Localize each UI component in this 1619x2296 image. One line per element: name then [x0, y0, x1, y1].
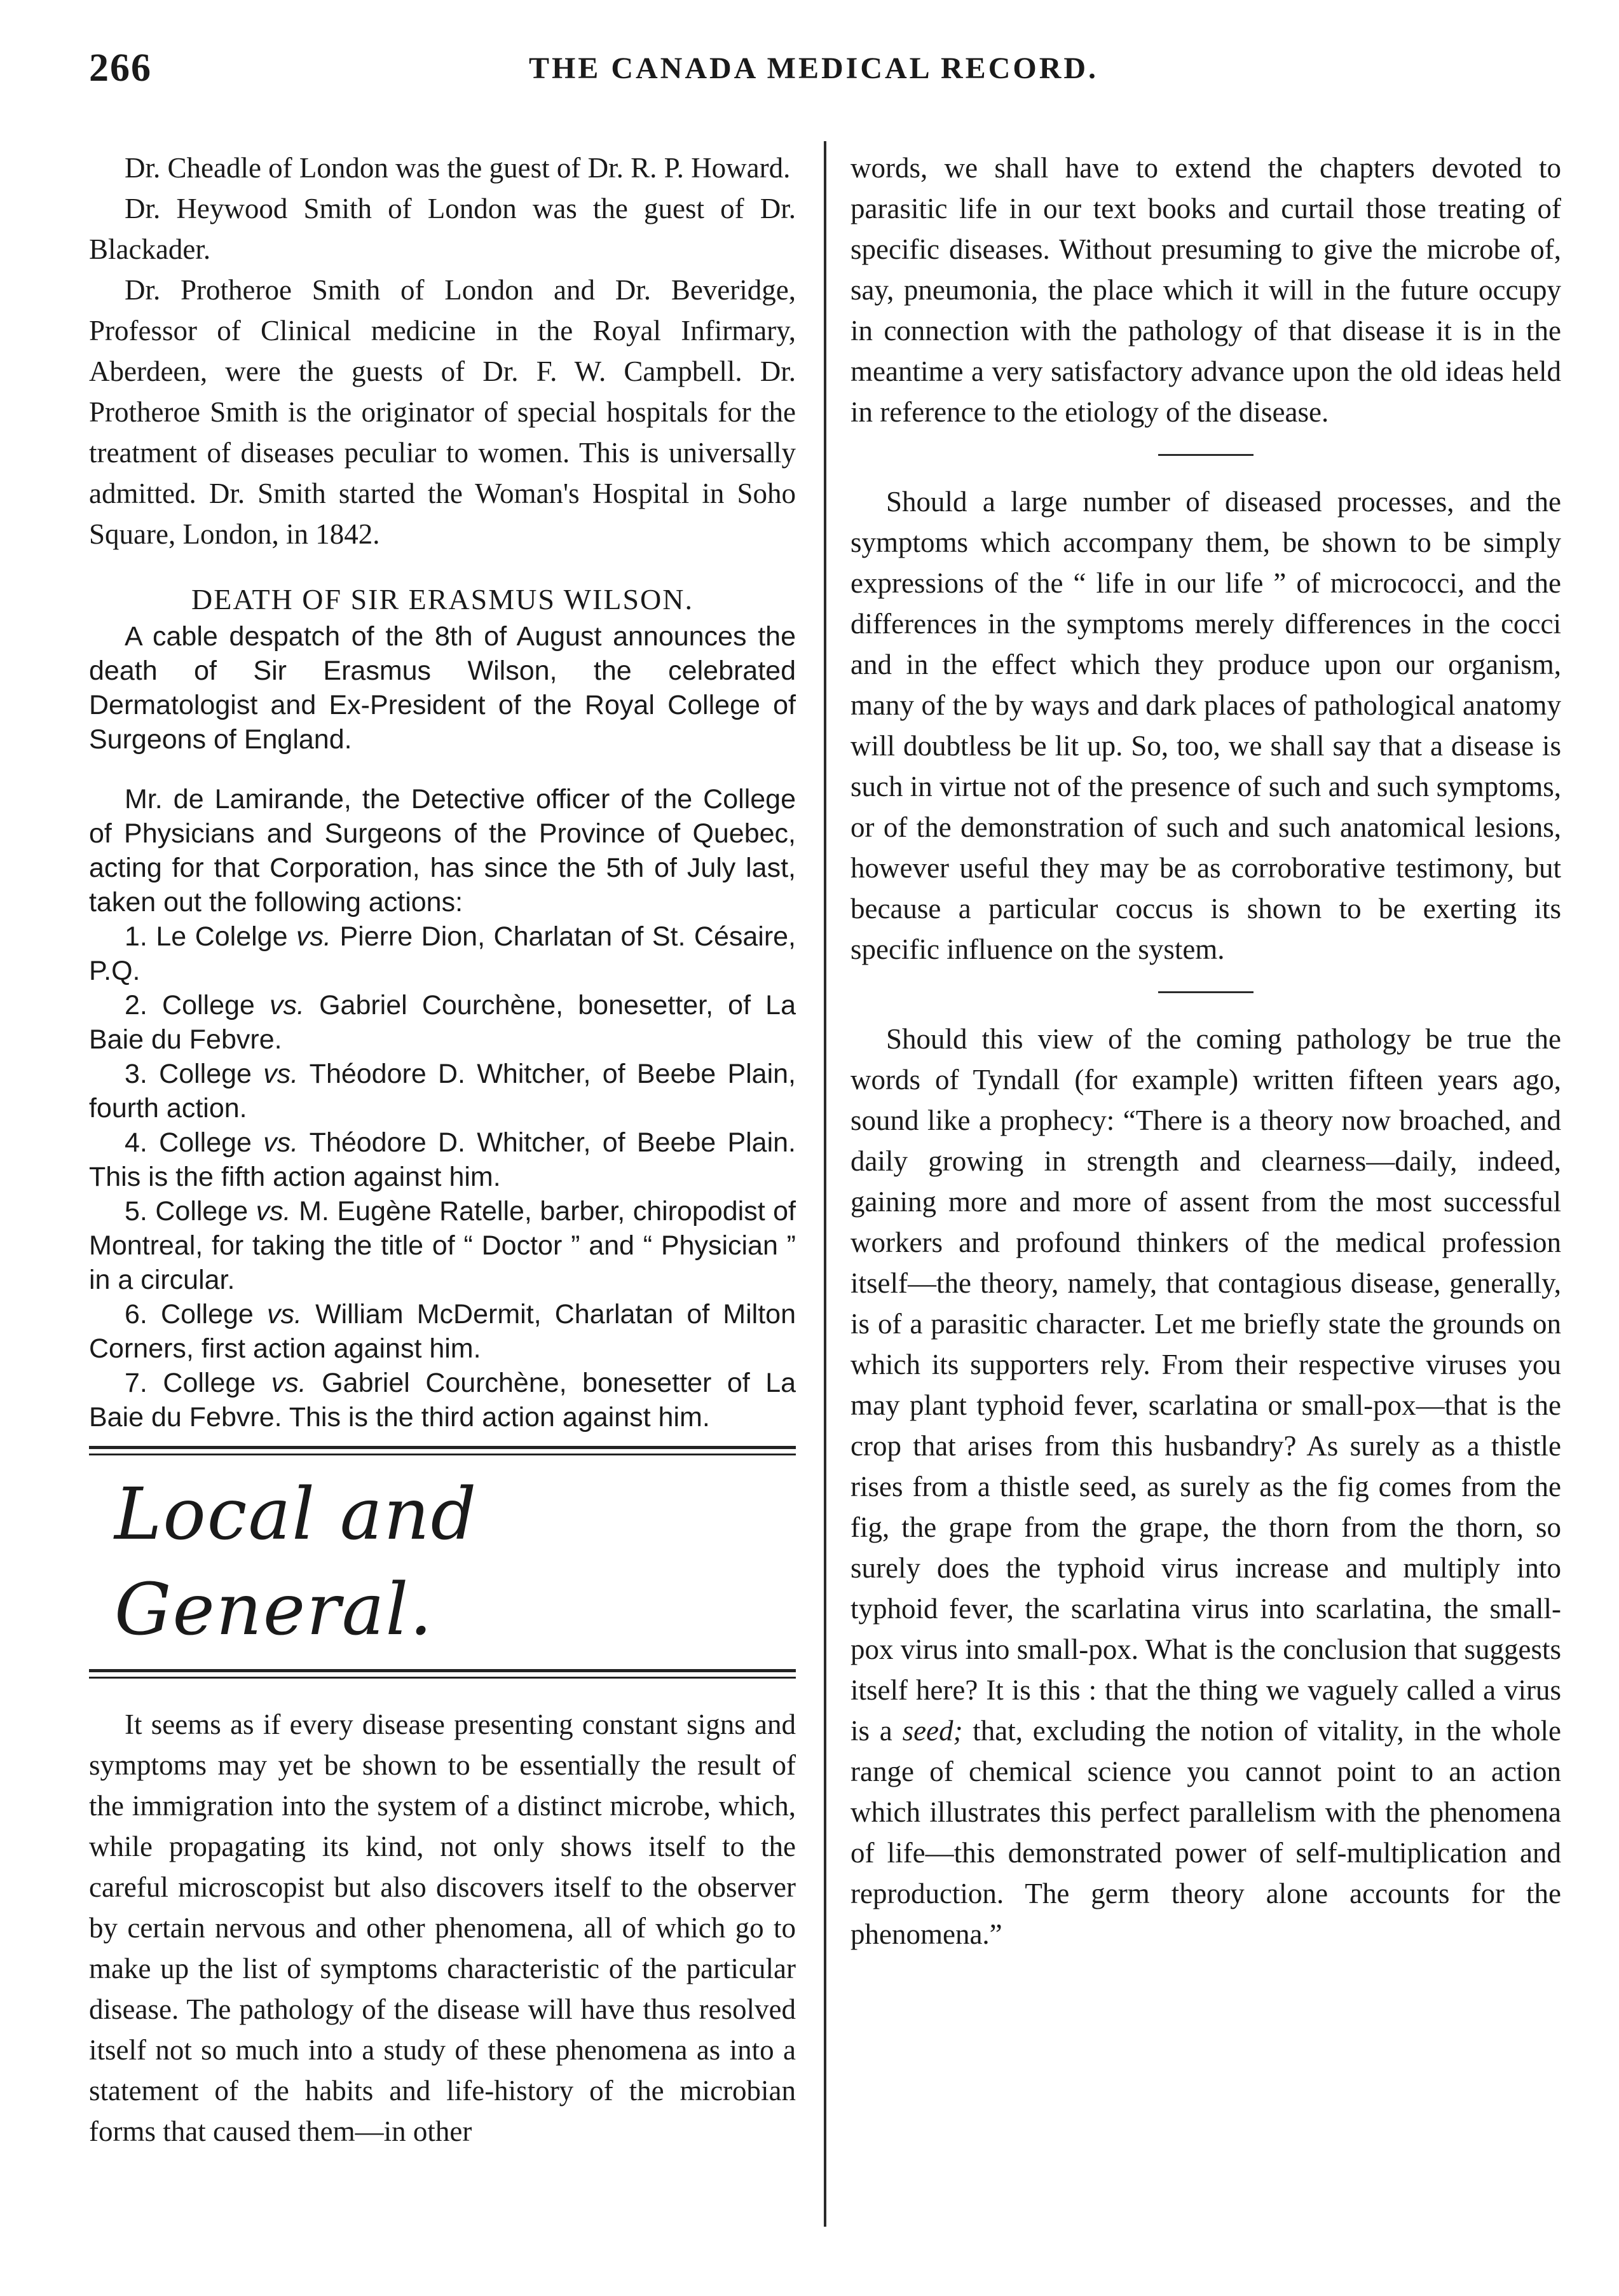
spacer: [89, 1434, 796, 1446]
running-title: THE CANADA MEDICAL RECORD.: [528, 52, 1099, 85]
actions-intro: Mr. de Lamirande, the Detective officer of the College of Physicians and Surgeons of the Province of Quebec, acting for that Corporation, has since the 5th of July last, taken out the following actions:: [89, 784, 796, 918]
action-plaintiff: College: [155, 1196, 249, 1227]
continued-paragraph: words, we shall have to extend the chapters devoted to parasitic life in our text books and curtail those treating of specific diseases. Without presuming to give the microbe of, say, pneumonia, the place which it will in the future occupy in connection with the pathology of that disease it is in the meantime a very satisfactory advance upon the old ideas held in reference to the etiology of the disease.: [850, 152, 1561, 428]
action-item: [89, 1194, 796, 1297]
action-defendant: Gabriel Courchène, bonesetter, of La Baie du Febvre.: [89, 990, 796, 1055]
action-vs: vs.: [263, 1059, 299, 1089]
action-item: [89, 1057, 796, 1125]
action-plaintiff: College: [161, 1299, 254, 1330]
tyndall-text-before: Should this view of the coming pathology be true the words of Tyndall (for example) written fifteen years ago, sound like a prophecy: “There is a theory now broached, and daily growing in strength and clearness—daily, indeed, gaining more and more of assent from the most successful workers and profound thinkers of the medical profession itself—the theory, namely, that contagious disease, generally, is of a parasitic character. Let me briefly state the grounds on which its supporters rely. From their respective viruses you may plant typhoid fever, scarlatina or small-pox—that is the crop that arises from this husbandry? As surely as a thistle rises from a thistle seed, as surely as the fig comes from the fig, the grape from the grape, the thorn from the thorn, so surely does the typhoid virus increase and multiply into typhoid fever, the scarlatina virus into scarlatina, the small-pox virus into small-pox. What is the conclusion that suggests itself here? It is this : that the thing we vaguely called a virus is a: [850, 1023, 1561, 1747]
action-number: 5.: [125, 1196, 147, 1227]
tyndall-text-after: that, excluding the notion of vitality, in the whole range of chemical science you cannot point to an action which illustrates this perfect parallelism with the phenomena of life—this demonstrated power of self-multiplication and reproduction. The germ theory alone accounts for the phenomena.”: [850, 1715, 1561, 1950]
section-title: Local and General.: [114, 1473, 478, 1651]
separator-rule: [1158, 991, 1254, 993]
action-plaintiff: College: [162, 990, 255, 1021]
action-defendant: Gabriel Courchène, bonesetter of La Baie du Febvre. This is the third action against him.: [89, 1368, 796, 1433]
spacer: [89, 554, 796, 580]
right-column: [850, 148, 1561, 1955]
action-plaintiff: College: [163, 1368, 256, 1398]
action-number: 6.: [125, 1299, 147, 1330]
action-item: [89, 988, 796, 1057]
action-vs: vs.: [256, 1196, 291, 1227]
action-item: [89, 1366, 796, 1434]
death-heading: DEATH OF SIR ERASMUS WILSON.: [191, 583, 693, 615]
spacer: [89, 1679, 796, 1704]
action-item: [89, 1297, 796, 1366]
separator-rule: [1158, 454, 1254, 456]
section-rule-bottom: [89, 1669, 796, 1679]
action-vs: vs.: [263, 1127, 299, 1158]
action-plaintiff: College: [159, 1059, 252, 1089]
death-notice: [89, 619, 796, 757]
page-number: 266: [89, 46, 152, 90]
micrococci-paragraph: Should a large number of diseased processes, and the symptoms which accompany them, be shown to be simply expressions of the “ life in our life ” of micrococci, and the differences in the symptoms merely differences in the cocci and in the effect which they produce upon our organism, many of the by ways and dark places of pathological anatomy will doubtless be lit up. So, too, we shall say that a disease is such in virtue not of the presence of such and such symptoms, or of the demonstration of such and such anatomical lesions, however useful they may be as corroborative testimony, but because a particular coccus is shown to be exerting its specific influence on the system.: [850, 486, 1561, 965]
action-defendant: Théodore D. Whitcher, of Beebe Plain. This is the fifth action against him.: [89, 1127, 796, 1192]
action-plaintiff: Le Colelge: [156, 921, 288, 952]
spacer: [89, 757, 796, 782]
left-column: [89, 148, 796, 2152]
action-defendant: Théodore D. Whitcher, of Beebe Plain, fourth action.: [89, 1059, 796, 1124]
action-defendant: M. Eugène Ratelle, barber, chiropodist of Montreal, for taking the title of “ Doctor ” and “ Physician ” in a circular.: [89, 1196, 796, 1295]
action-plaintiff: College: [159, 1127, 252, 1158]
action-defendant: Pierre Dion, Charlatan of St. Césaire, P.Q.: [89, 921, 796, 986]
action-vs: vs.: [269, 990, 304, 1021]
action-number: 7.: [125, 1368, 147, 1398]
guest-paragraph: Dr. Cheadle of London was the guest of Dr. R. P. Howard.: [125, 152, 791, 184]
tyndall-text-italic: seed;: [902, 1715, 963, 1747]
guest-paragraph: Dr. Protheroe Smith of London and Dr. Beveridge, Professor of Clinical medicine in the Royal Infirmary, Aberdeen, were the guests of Dr. F. W. Campbell. Dr. Protheroe Smith is the originator of special hospitals for the treatment of diseases peculiar to women. This is universally admitted. Dr. Smith started the Woman's Hospital in Soho Square, London, in 1842.: [89, 274, 796, 550]
action-number: 2.: [125, 990, 147, 1021]
death-text: A cable despatch of the 8th of August announces the death of Sir Erasmus Wilson, the celebrated Dermatologist and Ex-President of the Royal College of Surgeons of England.: [89, 621, 796, 755]
tyndall-paragraph: [850, 1019, 1561, 1955]
local-paragraph: It seems as if every disease presenting constant signs and symptoms may yet be shown to be essentially the result of the immigration into the system of a distinct microbe, which, while propagating its kind, not only shows itself to the careful microscopist but also discovers itself to the observer by certain nervous and other phenomena, all of which go to make up the list of symptoms characteristic of the particular disease. The pathology of the disease will have thus resolved itself not so much into a study of these phenomena as into a statement of the habits and life-history of the microbian forms that caused them—in other: [89, 1708, 796, 2147]
column-divider: [824, 141, 826, 2227]
section-rule-top: [89, 1446, 796, 1455]
action-item: [89, 919, 796, 988]
action-item: [89, 1125, 796, 1194]
page-header: [89, 46, 1538, 103]
action-number: 1.: [125, 921, 147, 952]
actions-list: [89, 919, 796, 1434]
action-vs: vs.: [271, 1368, 306, 1398]
action-number: 3.: [125, 1059, 147, 1089]
action-vs: vs.: [296, 921, 331, 952]
action-defendant: William McDermit, Charlatan of Milton Corners, first action against him.: [89, 1299, 796, 1364]
actions-notice: [89, 782, 796, 1434]
action-vs: vs.: [266, 1299, 302, 1330]
action-number: 4.: [125, 1127, 147, 1158]
guest-paragraph: Dr. Heywood Smith of London was the guest of Dr. Blackader.: [89, 193, 796, 265]
